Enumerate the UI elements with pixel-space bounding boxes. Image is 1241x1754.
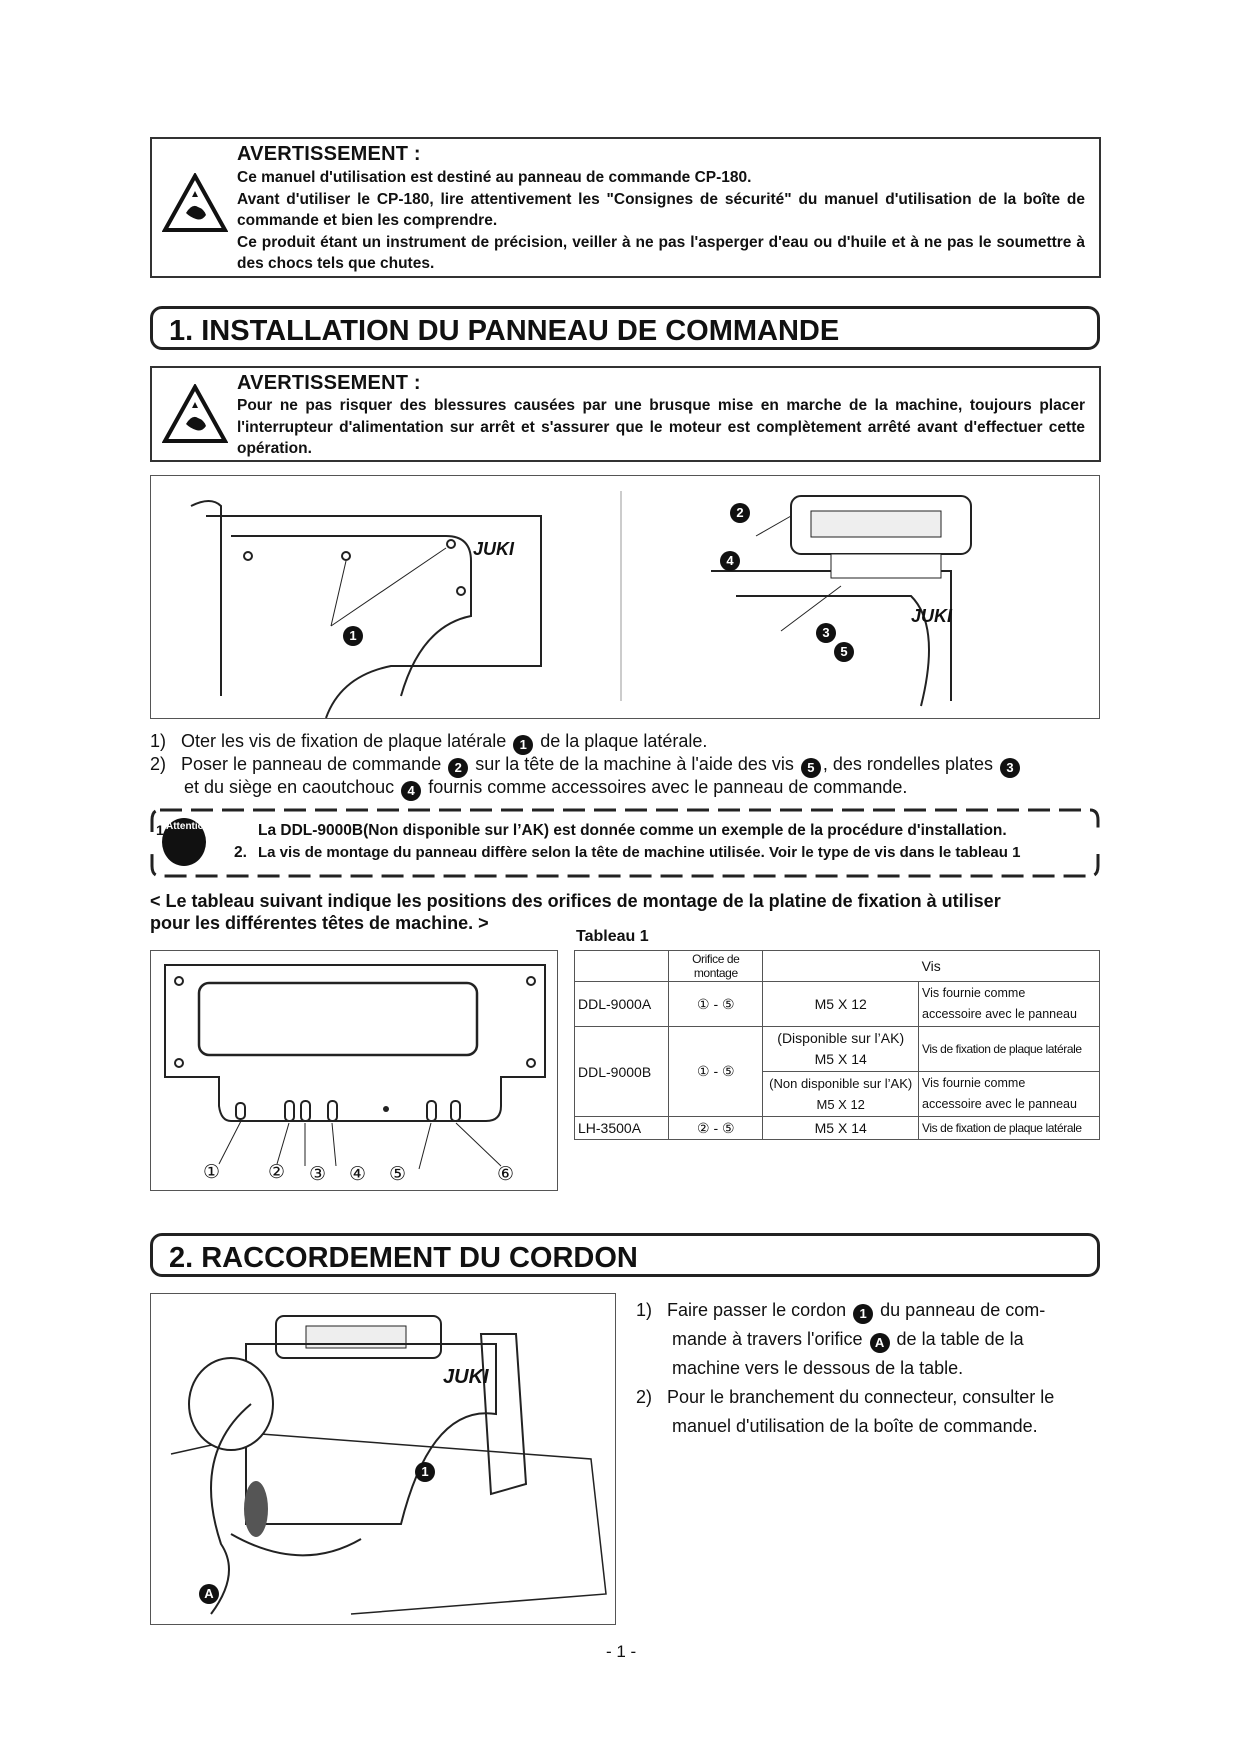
- warning-title: AVERTISSEMENT :: [237, 372, 421, 394]
- page-number: - 1 -: [606, 1642, 637, 1661]
- mounting-plate-figure: [150, 950, 558, 1191]
- warning-triangle-icon: [162, 384, 228, 444]
- callout-2: 2: [730, 503, 750, 523]
- callout-4: 4: [720, 551, 740, 571]
- step-1: 1) Faire passer le cordon 1 du panneau de com-: [636, 1296, 1054, 1325]
- step-2: 2) Pour le branchement du connecteur, consulter le: [636, 1387, 1055, 1407]
- step-2-continued: et du siège en caoutchouc 4 fournis comme accessoires avec le panneau de commande.: [184, 776, 907, 801]
- callout-5: 5: [834, 642, 854, 662]
- brand-label: JUKI: [473, 539, 515, 559]
- note-1: La DDL-9000B(Non disponible sur l’AK) est donnée comme un exemple de la procédure d'installation.: [258, 822, 1007, 839]
- plate-hole-label: ⑤: [389, 1164, 407, 1185]
- callout-3: 3: [816, 623, 836, 643]
- note-2-number: 2.: [234, 844, 247, 861]
- cord-figure: [150, 1293, 616, 1625]
- table-header-row: [575, 951, 1100, 982]
- table-row: DDL-9000A ① - ⑤ M5 X 12 Vis fournie comme accessoire avec le panneau: [575, 982, 1100, 1027]
- callout-1: 1: [513, 735, 533, 755]
- callout-1: 1: [343, 626, 363, 646]
- warning-title: AVERTISSEMENT :: [237, 143, 421, 165]
- callout-1: 1: [415, 1462, 435, 1482]
- warning-text: Ce manuel d'utilisation est destiné au panneau de commande CP-180. Avant d'utiliser le CP-180, lire attentivement les "Consignes de sécurité" du manuel d'utilisation de la boîte de commande et bien les comprendre. Ce produit étant un instrument de précision, veiller à ne pas l'asperger d'eau ou d'huile et à ne pas le soumettre à des chocs tels que chutes.: [237, 169, 1085, 272]
- step-2-continued: manuel d'utilisation de la boîte de commande.: [672, 1416, 1038, 1436]
- brand-label: JUKI: [911, 606, 953, 626]
- plate-hole-label: ④: [349, 1164, 367, 1185]
- callout-3: 3: [1000, 758, 1020, 778]
- callout-2: 2: [448, 758, 468, 778]
- callout-A: A: [870, 1333, 890, 1353]
- cord-illustration: [151, 1294, 615, 1624]
- table-intro: < Le tableau suivant indique les positions des orifices de montage de la platine de fixation à utiliser pour les différentes têtes de machine. >: [150, 891, 1001, 933]
- table-row: DDL-9000B ① - ⑤ (Disponible sur l’AK) M5 X 14 Vis de fixation de plaque latérale: [575, 1027, 1100, 1072]
- table-caption: Tableau 1: [576, 928, 649, 945]
- installation-figure: [150, 475, 1100, 719]
- warning-triangle-icon: [162, 173, 228, 233]
- callout-1: 1: [853, 1304, 873, 1324]
- section-2-title: 2. RACCORDEMENT DU CORDON: [150, 1233, 1100, 1277]
- step-1: 1) Oter les vis de fixation de plaque latérale 1 de la plaque latérale.: [150, 730, 707, 755]
- note-1-number: 1.: [156, 822, 168, 838]
- callout-A: A: [199, 1584, 219, 1604]
- plate-hole-label: ①: [203, 1162, 221, 1183]
- callout-5: 5: [801, 758, 821, 778]
- header-hole: Orifice de montage: [669, 951, 763, 982]
- section-1-title: 1. INSTALLATION DU PANNEAU DE COMMANDE: [150, 306, 1100, 350]
- plate-hole-label: ⑥: [497, 1164, 515, 1185]
- attention-label: Attention: [166, 821, 210, 832]
- warning-box-top: [150, 137, 1101, 278]
- plate-hole-label: ③: [309, 1164, 327, 1185]
- header-screw: Vis: [763, 951, 1100, 982]
- attention-note: [150, 808, 1100, 878]
- section-2-steps: [636, 1296, 1054, 1441]
- warning-box-section-1: [150, 366, 1101, 462]
- table-row: LH-3500A ② - ⑤ M5 X 14 Vis de fixation de plaque latérale: [575, 1117, 1100, 1140]
- callout-4: 4: [401, 781, 421, 801]
- step-1-continued: machine vers le dessous de la table.: [672, 1358, 964, 1378]
- mounting-plate-illustration: [151, 951, 557, 1190]
- table-row: (Non disponible sur l’AK) M5 X 12 Vis fournie comme accessoire avec le panneau: [575, 1072, 1100, 1117]
- plate-hole-label: ②: [268, 1162, 286, 1183]
- warning-text: Pour ne pas risquer des blessures causées par une brusque mise en marche de la machine, toujours placer l'interrupteur d'alimentation sur arrêt et s'assurer que le moteur est complètement arrêté avant d'effectuer cette opération.: [237, 397, 1085, 457]
- screw-table: [574, 950, 1100, 1140]
- installation-illustration: [151, 476, 1099, 718]
- step-1-continued: mande à travers l'orifice A de la table de la: [636, 1325, 1054, 1354]
- step-2: 2) Poser le panneau de commande 2 sur la tête de la machine à l'aide des vis 5 , des rondelles plates 3: [150, 753, 1100, 778]
- brand-label: JUKI: [443, 1366, 489, 1388]
- note-2: La vis de montage du panneau diffère selon la tête de machine utilisée. Voir le type de vis dans le tableau 1: [258, 844, 1021, 861]
